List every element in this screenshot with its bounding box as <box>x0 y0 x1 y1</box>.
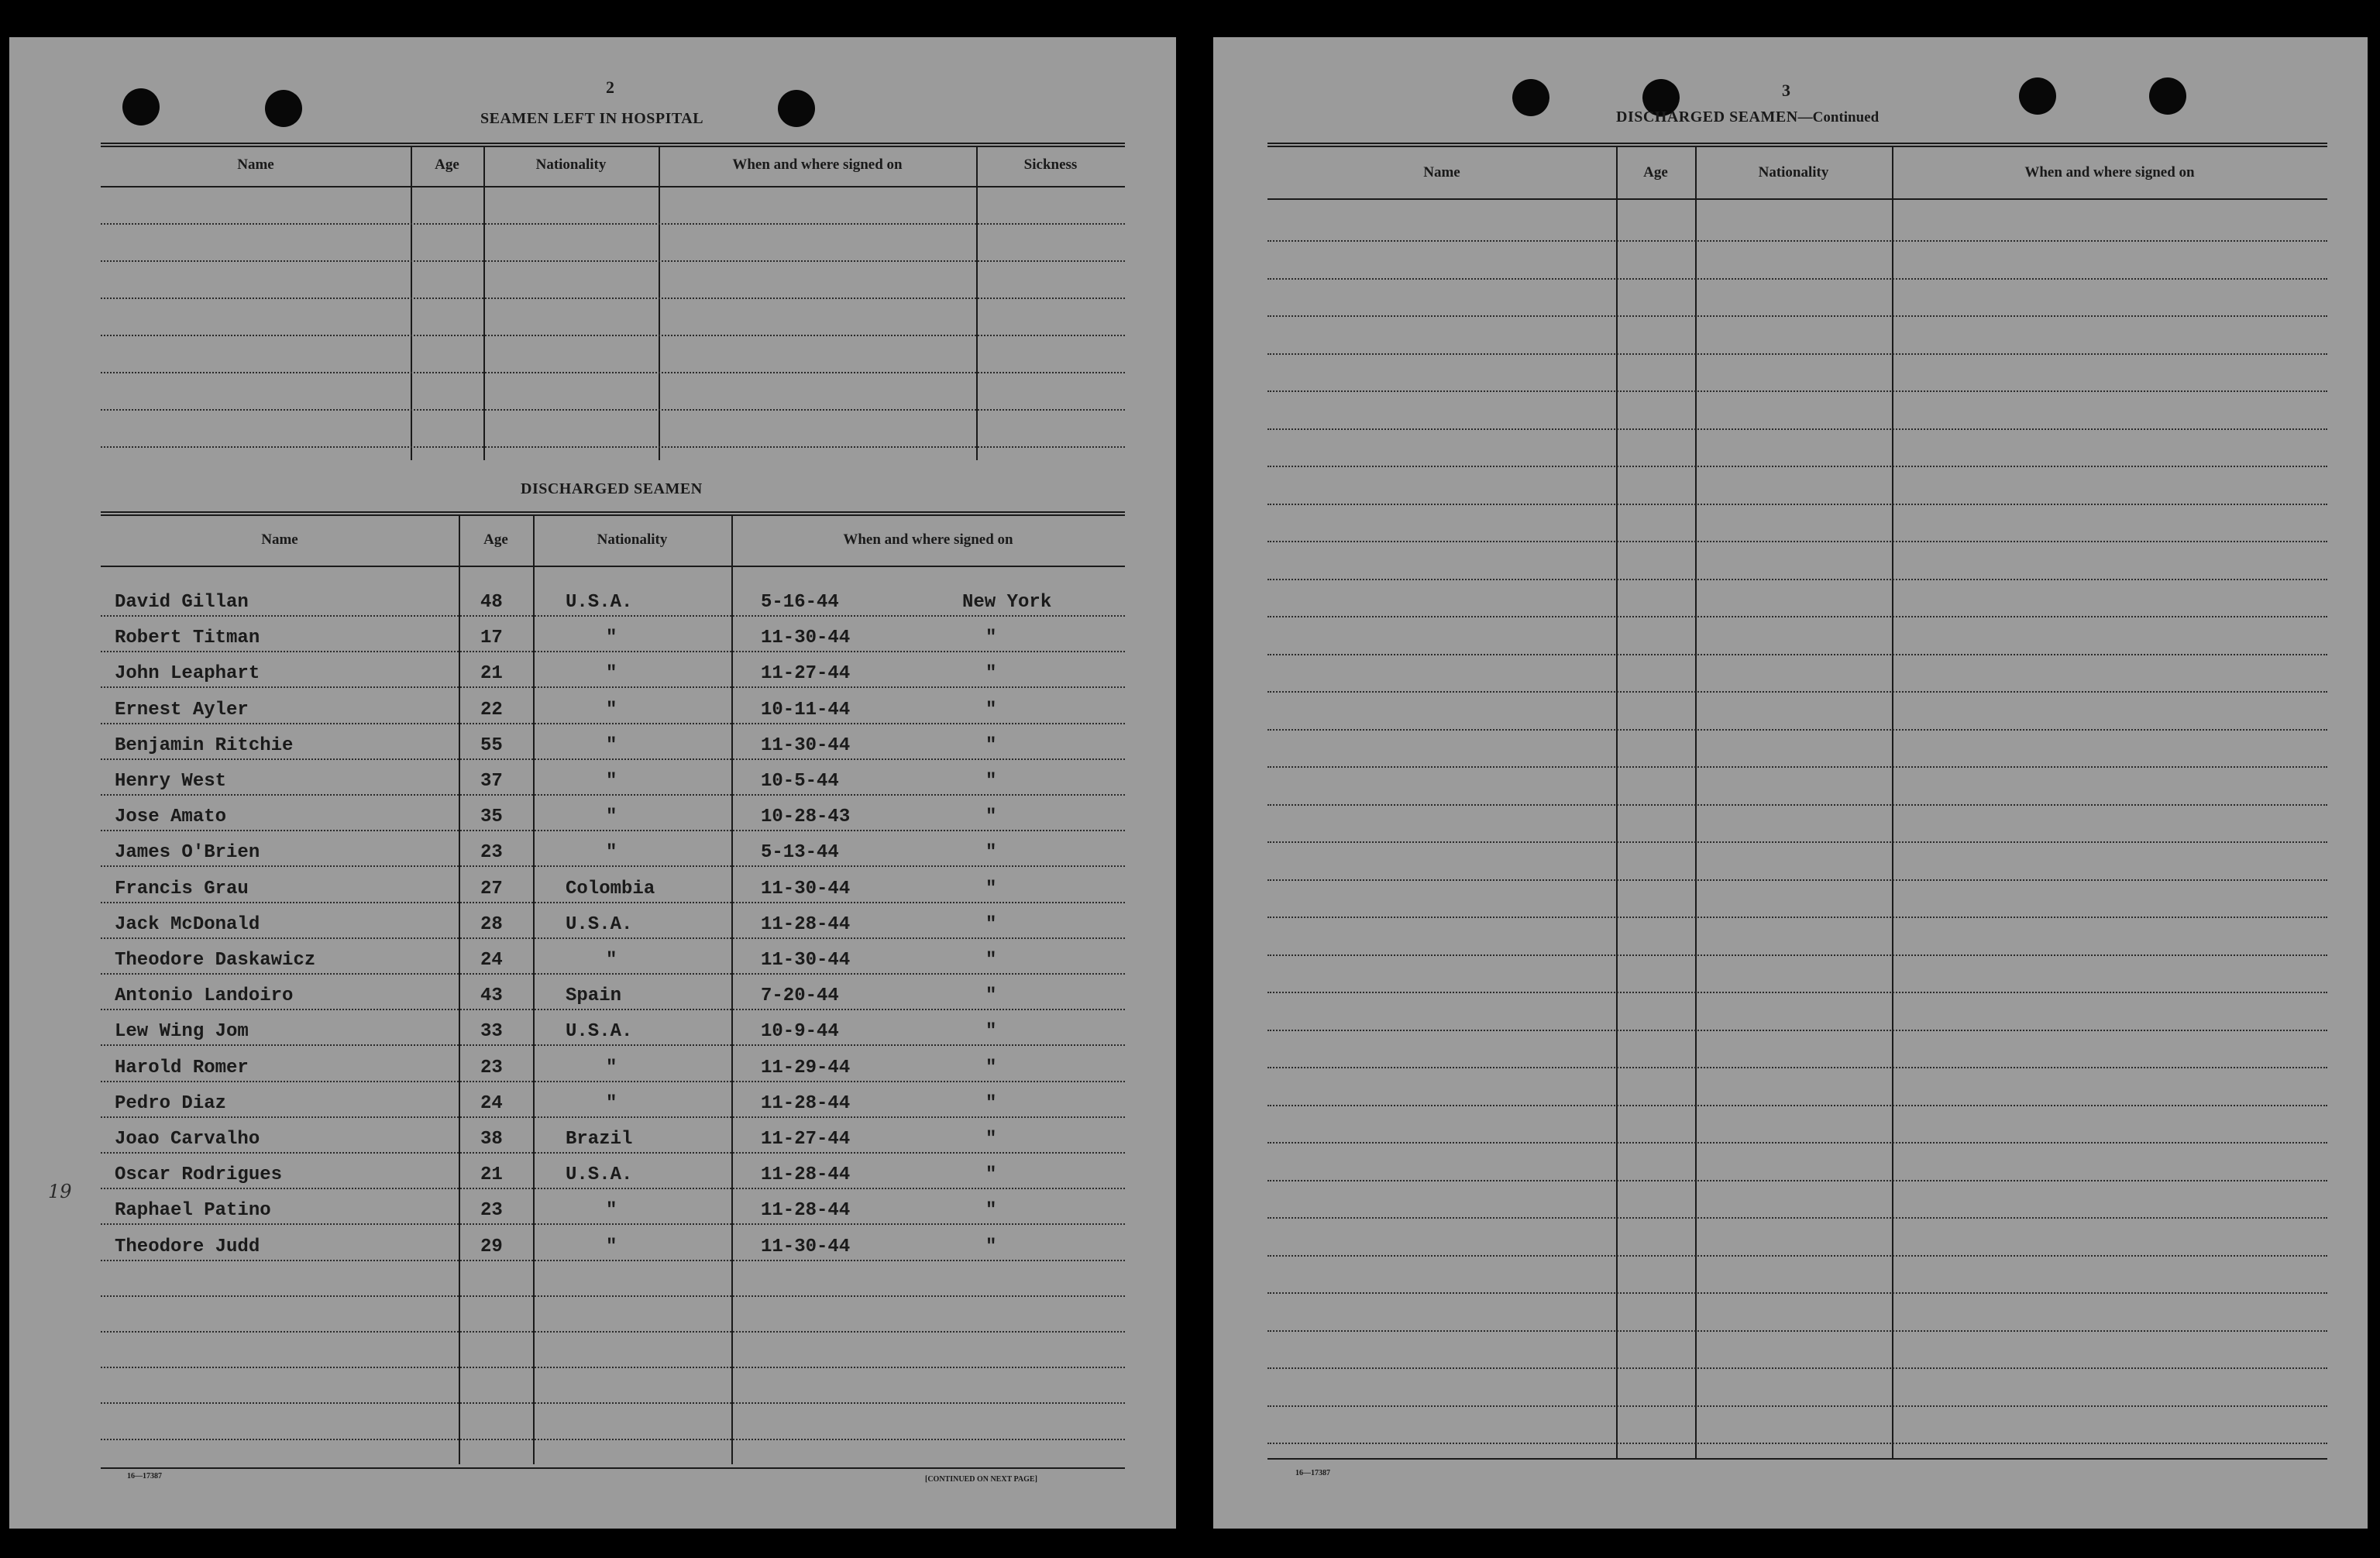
seaman-age: 21 <box>480 663 503 685</box>
signed-on-place: " <box>985 734 997 756</box>
signed-on-place: " <box>985 913 997 935</box>
table-row <box>101 723 1125 760</box>
seaman-nationality: Spain <box>566 985 622 1007</box>
seaman-name: Joao Carvalho <box>115 1129 260 1150</box>
column-divider <box>1616 147 1618 1458</box>
discharged-table <box>101 511 1125 1464</box>
continued-note: [CONTINUED ON NEXT PAGE] <box>925 1475 1037 1484</box>
ruled-line <box>1267 804 2327 806</box>
ruled-line <box>1267 1255 2327 1257</box>
seaman-nationality: U.S.A. <box>566 592 633 613</box>
signed-on-date: 5-13-44 <box>761 842 839 864</box>
ruled-line <box>1267 466 2327 467</box>
signed-on-date: 11-27-44 <box>761 1129 851 1150</box>
seaman-age: 43 <box>480 985 503 1007</box>
table-row <box>101 973 1125 1010</box>
signed-on-date: 11-28-44 <box>761 1200 851 1222</box>
seaman-name: Ernest Ayler <box>115 699 249 721</box>
punch-hole <box>1512 79 1549 116</box>
column-header-nationality: Nationality <box>1758 164 1829 181</box>
seaman-nationality: U.S.A. <box>566 1021 633 1043</box>
signed-on-date: 11-28-44 <box>761 913 851 935</box>
column-header-nationality: Nationality <box>535 156 607 173</box>
table-row <box>101 1152 1125 1189</box>
ruled-line <box>1267 841 2327 843</box>
column-header-sickness: Sickness <box>1023 156 1078 173</box>
seaman-nationality: " <box>606 628 617 649</box>
signed-on-place: " <box>985 771 997 792</box>
signed-on-place: " <box>985 1057 997 1078</box>
signed-on-place: " <box>985 663 997 685</box>
seaman-nationality: Colombia <box>566 878 655 899</box>
ruled-line <box>1267 541 2327 542</box>
signed-on-date: 10-11-44 <box>761 699 851 721</box>
ruled-line <box>1267 240 2327 242</box>
ruled-line <box>101 297 1125 299</box>
hospital-table <box>101 143 1125 460</box>
seaman-nationality: " <box>606 699 617 721</box>
punch-hole <box>2019 77 2056 115</box>
seaman-age: 55 <box>480 734 503 756</box>
seaman-age: 17 <box>480 628 503 649</box>
ruled-line <box>1267 1292 2327 1294</box>
seaman-age: 48 <box>480 592 503 613</box>
seaman-nationality: U.S.A. <box>566 913 633 935</box>
table-row <box>101 866 1125 903</box>
seaman-age: 38 <box>480 1129 503 1150</box>
column-divider <box>976 147 978 460</box>
form-number: 16—17387 <box>127 1472 162 1481</box>
continued-table <box>1267 143 2327 1458</box>
table-row <box>101 1116 1125 1154</box>
seaman-name: Antonio Landoiro <box>115 985 294 1007</box>
table-row <box>101 1188 1125 1225</box>
seaman-age: 28 <box>480 913 503 935</box>
seaman-name: Jack McDonald <box>115 913 260 935</box>
column-header-age: Age <box>1643 164 1668 181</box>
signed-on-place: " <box>985 1092 997 1114</box>
seaman-age: 23 <box>480 1200 503 1222</box>
ruled-line <box>1267 992 2327 993</box>
column-divider <box>1695 147 1697 1458</box>
signed-on-date: 11-28-44 <box>761 1092 851 1114</box>
seaman-name: David Gillan <box>115 592 249 613</box>
table-row <box>101 687 1125 724</box>
seaman-name: Jose Amato <box>115 807 227 828</box>
column-header-signed-on: When and where signed on <box>2024 164 2195 181</box>
signed-on-date: 11-30-44 <box>761 950 851 971</box>
ruled-line <box>101 335 1125 336</box>
discharged-table-header <box>101 516 1125 567</box>
ruled-line <box>1267 315 2327 317</box>
ruled-line <box>101 409 1125 411</box>
seaman-age: 33 <box>480 1021 503 1043</box>
ruled-line <box>1267 691 2327 693</box>
column-divider <box>659 147 660 460</box>
ruled-line <box>1267 390 2327 392</box>
ruled-line <box>101 446 1125 448</box>
bottom-rule <box>1267 1458 2327 1460</box>
section-title <box>1616 108 1879 126</box>
signed-on-place: " <box>985 807 997 828</box>
signed-on-date: 11-30-44 <box>761 878 851 899</box>
signed-on-date: 5-16-44 <box>761 592 839 613</box>
seaman-nationality: " <box>606 771 617 792</box>
seaman-name: James O'Brien <box>115 842 260 864</box>
seaman-nationality: " <box>606 807 617 828</box>
ruled-line <box>1267 504 2327 505</box>
table-row <box>101 1045 1125 1082</box>
page-number: 2 <box>606 77 614 97</box>
signed-on-date: 11-30-44 <box>761 734 851 756</box>
seaman-nationality: " <box>606 1092 617 1114</box>
signed-on-place: " <box>985 699 997 721</box>
ruled-line <box>1267 1180 2327 1181</box>
signed-on-date: 7-20-44 <box>761 985 839 1007</box>
page-number: 3 <box>1782 81 1790 100</box>
seaman-nationality: " <box>606 663 617 685</box>
signed-on-date: 11-29-44 <box>761 1057 851 1078</box>
seaman-name: Lew Wing Jom <box>115 1021 249 1043</box>
seaman-name: Robert Titman <box>115 628 260 649</box>
signed-on-date: 11-27-44 <box>761 663 851 685</box>
ruled-line <box>1267 917 2327 918</box>
ruled-line <box>1267 1330 2327 1332</box>
column-header-signed-on: When and where signed on <box>732 156 903 173</box>
ruled-line <box>101 223 1125 225</box>
punch-hole <box>265 90 302 127</box>
seaman-age: 24 <box>480 1092 503 1114</box>
table-row <box>101 758 1125 796</box>
empty-row <box>101 1367 1125 1404</box>
seaman-name: Raphael Patino <box>115 1200 271 1222</box>
discharged-section-title: DISCHARGED SEAMEN <box>521 480 703 497</box>
signed-on-place: " <box>985 628 997 649</box>
signed-on-place: " <box>985 1021 997 1043</box>
signed-on-place: " <box>985 985 997 1007</box>
signed-on-place: " <box>985 1129 997 1150</box>
table-row <box>101 937 1125 975</box>
seaman-nationality: " <box>606 1057 617 1078</box>
column-header-signed-on: When and where signed on <box>843 531 1013 548</box>
signed-on-place: " <box>985 878 997 899</box>
hospital-section-title: SEAMEN LEFT IN HOSPITAL <box>480 110 704 127</box>
seaman-age: 22 <box>480 699 503 721</box>
signed-on-place: " <box>985 950 997 971</box>
ruled-line <box>1267 616 2327 617</box>
ruled-line <box>1267 1030 2327 1031</box>
seaman-age: 23 <box>480 1057 503 1078</box>
seaman-nationality: " <box>606 842 617 864</box>
table-row <box>101 1009 1125 1046</box>
signed-on-date: 10-9-44 <box>761 1021 839 1043</box>
hospital-table-header <box>101 147 1125 187</box>
seaman-name: Benjamin Ritchie <box>115 734 294 756</box>
ruled-line <box>1267 579 2327 580</box>
seaman-age: 35 <box>480 807 503 828</box>
seaman-name: Harold Romer <box>115 1057 249 1078</box>
ruled-line <box>1267 729 2327 731</box>
signed-on-date: 11-30-44 <box>761 1236 851 1257</box>
seaman-name: Oscar Rodrigues <box>115 1164 283 1186</box>
form-number: 16—17387 <box>1295 1469 1330 1477</box>
bottom-rule <box>101 1467 1125 1469</box>
punch-hole <box>2149 77 2186 115</box>
empty-row <box>101 1331 1125 1368</box>
seaman-nationality: " <box>606 1236 617 1257</box>
column-header-age: Age <box>483 531 508 548</box>
seaman-name: Henry West <box>115 771 227 792</box>
column-divider <box>483 147 485 460</box>
signed-on-place: New York <box>962 592 1052 613</box>
ruled-line <box>1267 654 2327 655</box>
seaman-name: John Leaphart <box>115 663 260 685</box>
table-row <box>101 651 1125 688</box>
column-divider <box>1892 147 1893 1458</box>
seaman-nationality: " <box>606 1200 617 1222</box>
seaman-name: Theodore Daskawicz <box>115 950 316 971</box>
seaman-age: 37 <box>480 771 503 792</box>
table-row <box>101 902 1125 939</box>
ruled-line <box>1267 954 2327 956</box>
ruled-line <box>1267 879 2327 881</box>
ruled-line <box>1267 766 2327 768</box>
signed-on-place: " <box>985 1164 997 1186</box>
seaman-nationality: " <box>606 950 617 971</box>
ruled-line <box>1267 353 2327 355</box>
seaman-name: Pedro Diaz <box>115 1092 227 1114</box>
ruled-line <box>101 260 1125 262</box>
ruled-line <box>1267 278 2327 280</box>
column-header-name: Name <box>1423 164 1460 181</box>
seaman-name: Theodore Judd <box>115 1236 260 1257</box>
column-header-name: Name <box>237 156 274 173</box>
punch-hole <box>778 90 815 127</box>
table-row <box>101 580 1125 617</box>
ruled-line <box>1267 428 2327 430</box>
column-divider <box>411 147 412 460</box>
empty-row <box>101 1403 1125 1440</box>
ruled-line <box>1267 1142 2327 1144</box>
margin-note: 19 <box>48 1181 72 1202</box>
signed-on-date: 10-28-43 <box>761 807 851 828</box>
section-title-text: DISCHARGED SEAMEN <box>1616 108 1798 126</box>
signed-on-date: 11-30-44 <box>761 628 851 649</box>
table-row <box>101 1081 1125 1118</box>
column-header-age: Age <box>435 156 459 173</box>
seaman-nationality: U.S.A. <box>566 1164 633 1186</box>
section-title-suffix: —Continued <box>1797 109 1880 126</box>
seaman-age: 21 <box>480 1164 503 1186</box>
seaman-name: Francis Grau <box>115 878 249 899</box>
seaman-nationality: " <box>606 734 617 756</box>
table-row <box>101 830 1125 867</box>
signed-on-place: " <box>985 1236 997 1257</box>
signed-on-place: " <box>985 1200 997 1222</box>
left-page <box>9 37 1176 1529</box>
ruled-line <box>1267 1405 2327 1407</box>
seaman-nationality: Brazil <box>566 1129 633 1150</box>
empty-row <box>101 1260 1125 1297</box>
seaman-age: 27 <box>480 878 503 899</box>
ruled-line <box>1267 1105 2327 1106</box>
ruled-line <box>1267 1067 2327 1068</box>
right-page <box>1213 37 2368 1529</box>
seaman-age: 24 <box>480 950 503 971</box>
table-row <box>101 794 1125 831</box>
table-row <box>101 615 1125 652</box>
signed-on-place: " <box>985 842 997 864</box>
continued-table-header <box>1267 147 2327 200</box>
table-row <box>101 1224 1125 1261</box>
ruled-line <box>1267 1367 2327 1369</box>
column-header-nationality: Nationality <box>597 531 668 548</box>
empty-row <box>101 1295 1125 1333</box>
ruled-line <box>1267 1443 2327 1444</box>
ruled-line <box>101 372 1125 373</box>
signed-on-date: 10-5-44 <box>761 771 839 792</box>
punch-hole <box>122 88 160 126</box>
seaman-age: 29 <box>480 1236 503 1257</box>
signed-on-date: 11-28-44 <box>761 1164 851 1186</box>
column-header-name: Name <box>261 531 298 548</box>
seaman-age: 23 <box>480 842 503 864</box>
ruled-line <box>1267 1217 2327 1219</box>
